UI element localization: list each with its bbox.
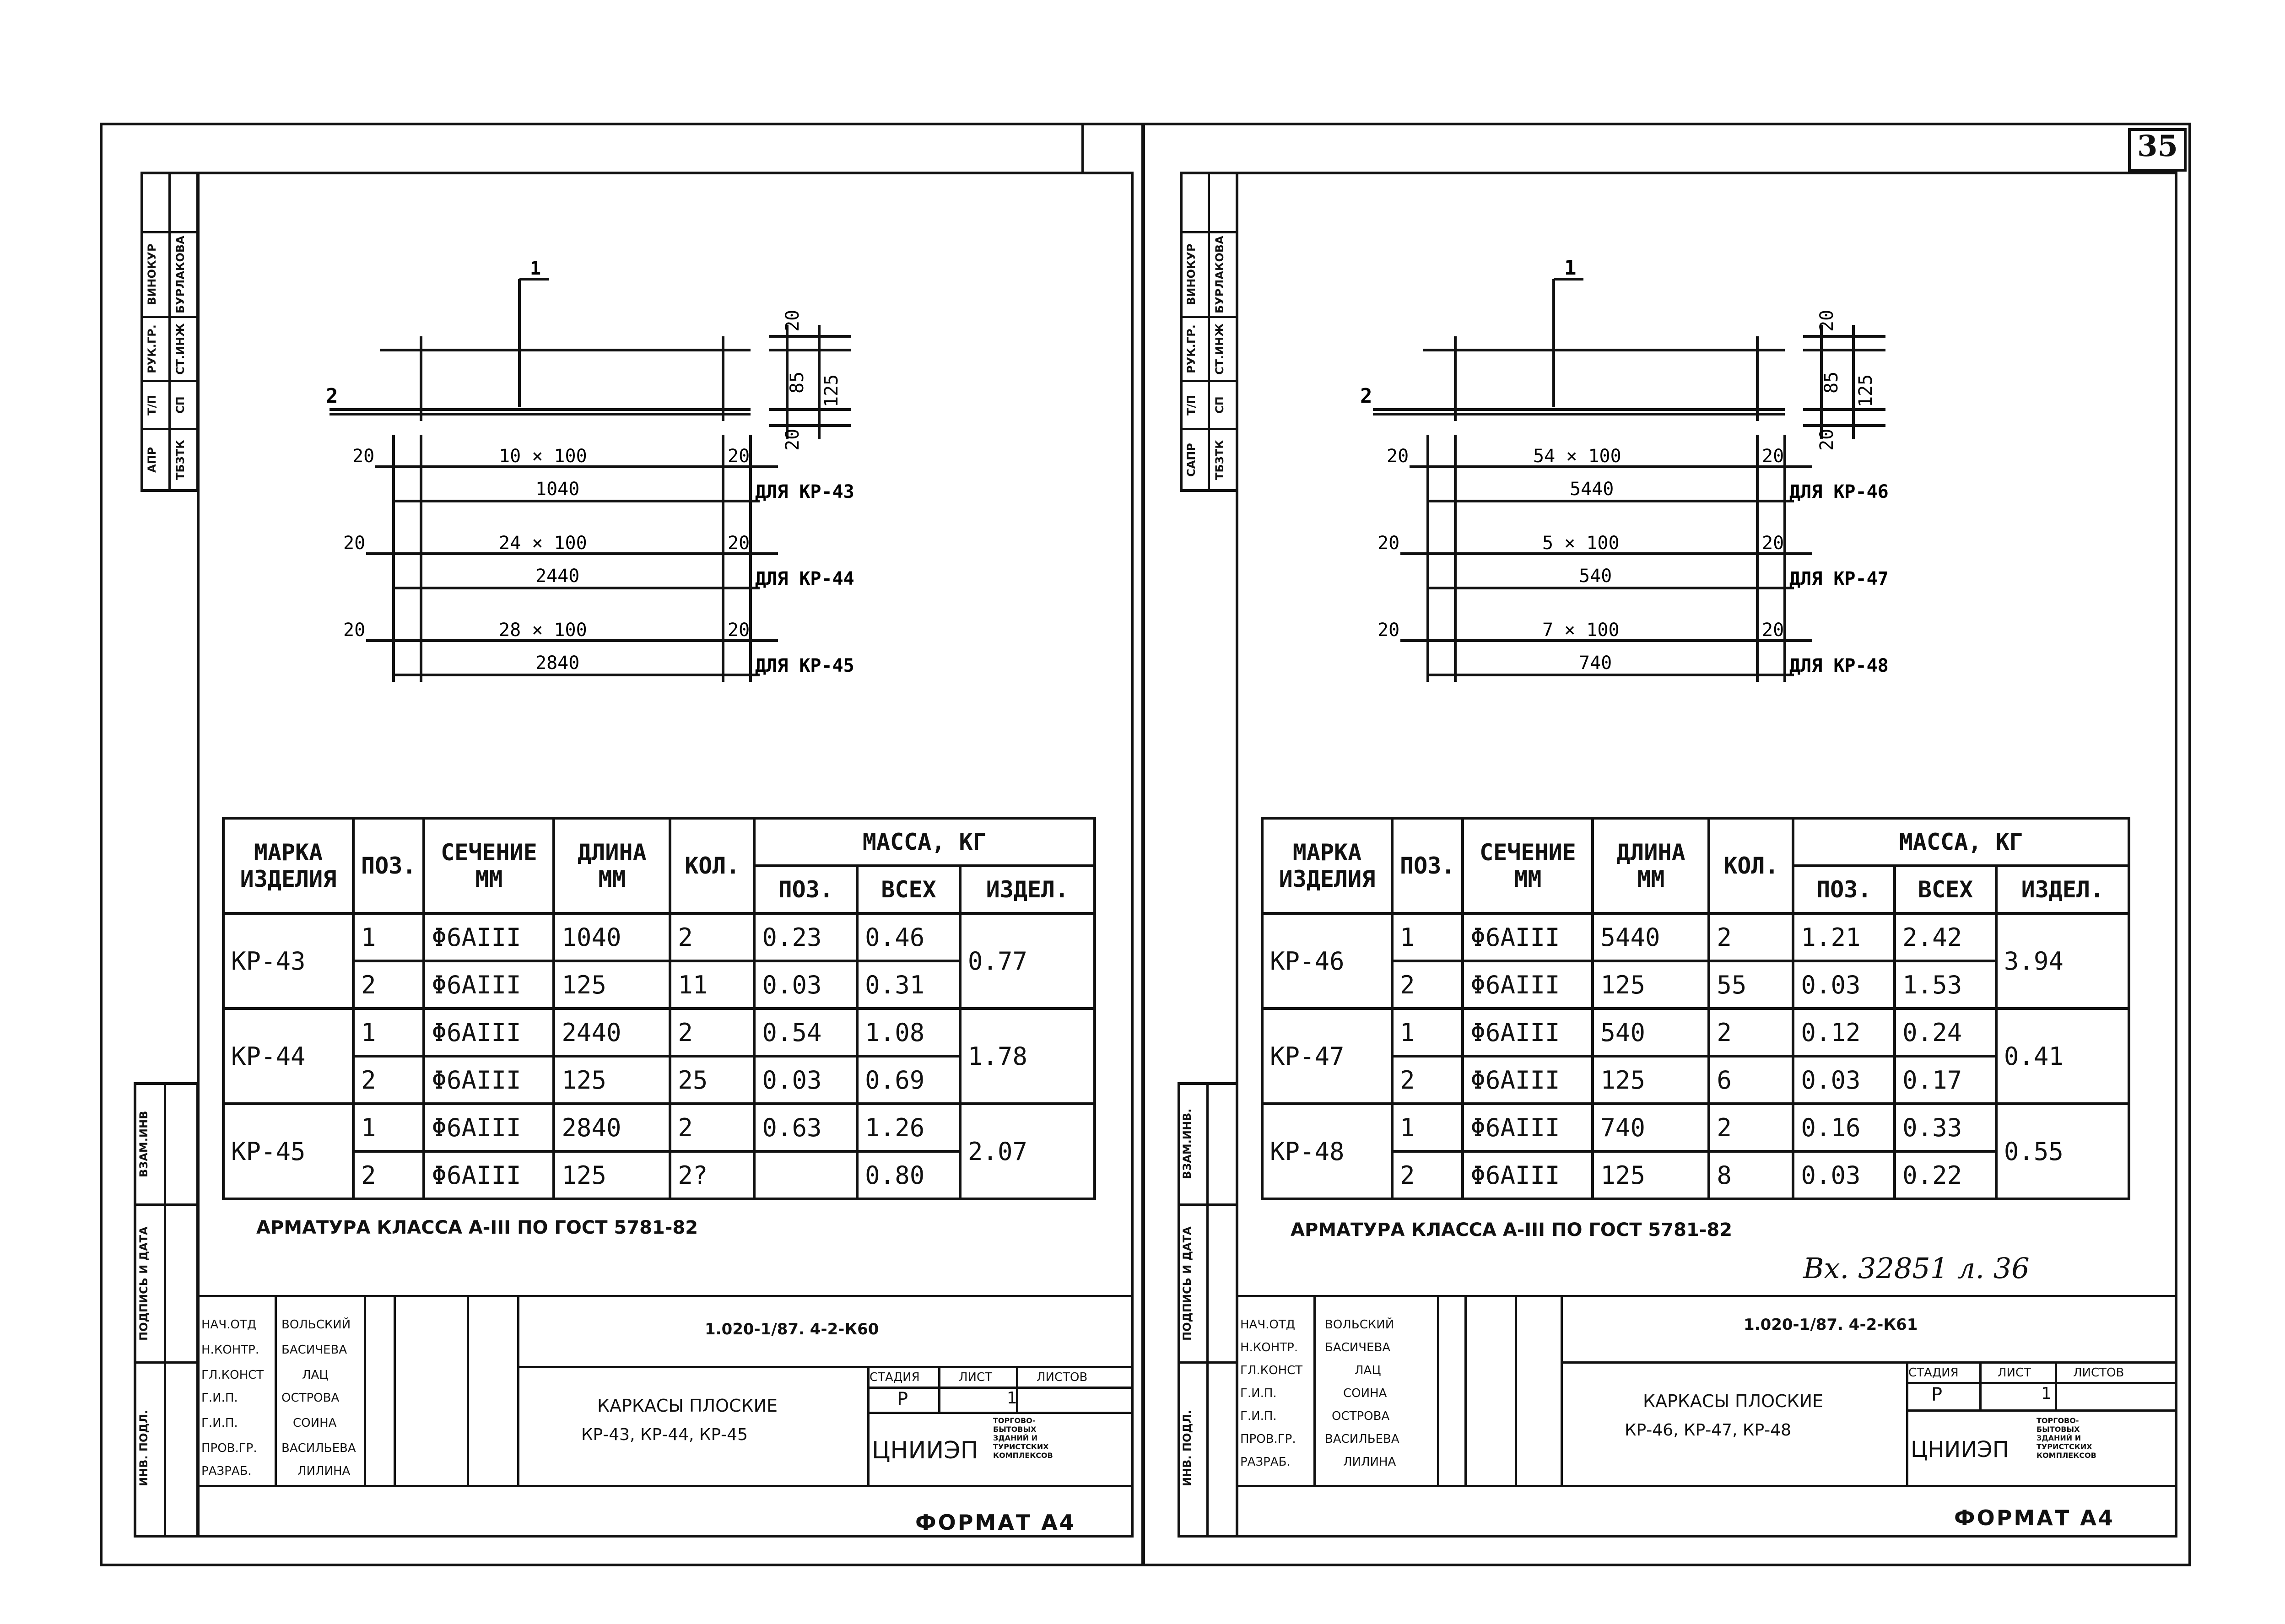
table-row <box>223 1104 1095 1151</box>
stamp-label: Т/П <box>1185 394 1198 415</box>
row1-for: ДЛЯ КР-46 <box>1789 481 1889 502</box>
tb-divider <box>275 1295 277 1487</box>
org-note: ТОРГОВО-БЫТОВЫХ ЗДАНИЙ И ТУРИСТСКИХ КОМПЛЕКСОВ <box>2037 1416 2096 1460</box>
cell-section: Φ6AIII <box>424 961 554 1009</box>
left-side-row <box>134 1203 199 1206</box>
col-mark-header: МАРКА ИЗДЕЛИЯ <box>223 818 353 913</box>
cell-mass-all: 0.69 <box>857 1056 960 1104</box>
sheets-label: ЛИСТОВ <box>2073 1366 2124 1380</box>
tb-row <box>1906 1409 2177 1412</box>
stamp-label: ТБЗТК <box>174 440 187 480</box>
doc-code: 1.020-1/87. 4-2-К60 <box>705 1320 879 1338</box>
left-stamp-divider <box>168 172 171 492</box>
table-row <box>223 1009 1095 1056</box>
cell-mass-all: 1.26 <box>857 1104 960 1151</box>
col-length-header: ДЛИНА ММ <box>1593 818 1709 913</box>
cell-length: 5440 <box>1593 913 1709 961</box>
cell-section: Φ6AIII <box>1463 1151 1593 1199</box>
cell-pos: 1 <box>1392 1009 1463 1056</box>
name-label: ЛИЛИНА <box>1343 1455 1396 1469</box>
cell-length: 1040 <box>554 913 670 961</box>
stamp-label: ВИНОКУР <box>146 243 158 306</box>
sheet-value: 1 <box>2041 1384 2052 1403</box>
cell-pos: 1 <box>353 1009 424 1056</box>
dim-20-top: 20 <box>1816 309 1837 332</box>
row3-edge-left: 20 <box>1377 620 1400 641</box>
pos-2-label: 2 <box>326 384 338 408</box>
item-mark: КР-45 <box>223 1104 353 1199</box>
tb-divider <box>1464 1295 1467 1487</box>
page-number: 35 <box>2137 129 2178 163</box>
cell-mass-item: 1.78 <box>960 1009 1095 1104</box>
stage-label: СТАДИЯ <box>1908 1366 1959 1380</box>
cell-qty: 8 <box>1709 1151 1793 1199</box>
cell-pos: 2 <box>1392 961 1463 1009</box>
pos-1-label: 1 <box>530 258 541 279</box>
role-label: РАЗРАБ. <box>201 1464 252 1478</box>
name-label: ВАСИЛЬЕВА <box>281 1441 356 1455</box>
stamp-label: ИНВ. ПОДЛ. <box>137 1410 150 1487</box>
left-stamp-row <box>140 380 199 382</box>
cell-mass-pos: 0.03 <box>1793 961 1895 1009</box>
cell-length: 740 <box>1593 1104 1709 1151</box>
table-row <box>223 913 1095 961</box>
stamp-label: БУРЛАКОВА <box>174 236 187 313</box>
cell-qty: 2 <box>1709 1104 1793 1151</box>
cell-length: 2440 <box>554 1009 670 1056</box>
pos-1-label: 1 <box>1564 256 1577 280</box>
cell-section: Φ6AIII <box>1463 961 1593 1009</box>
cell-mass-all: 0.80 <box>857 1151 960 1199</box>
cell-qty: 2 <box>670 1104 754 1151</box>
col-mass-pos-header: ПОЗ. <box>754 866 857 913</box>
cell-length: 125 <box>554 1056 670 1104</box>
org-name: ЦНИИЭП <box>872 1437 978 1464</box>
row1-edge-left: 20 <box>352 446 375 467</box>
role-label: ГЛ.КОНСТ <box>1240 1364 1303 1377</box>
cell-mass-all: 2.42 <box>1895 913 1996 961</box>
row3-spacing: 28 × 100 <box>499 620 587 641</box>
row3-spacing: 7 × 100 <box>1542 620 1620 641</box>
col-mass-all-header: ВСЕХ <box>857 866 960 913</box>
col-qty-header: КОЛ. <box>670 818 754 913</box>
col-pos-header: ПОЗ. <box>353 818 424 913</box>
row3-for: ДЛЯ КР-48 <box>1789 655 1889 676</box>
col-section-header: СЕЧЕНИЕ ММ <box>1463 818 1593 913</box>
cell-pos: 1 <box>1392 1104 1463 1151</box>
col-section-header: СЕЧЕНИЕ ММ <box>424 818 554 913</box>
dim-85: 85 <box>787 371 808 394</box>
cell-qty: 2? <box>670 1151 754 1199</box>
row1-edge-left: 20 <box>1387 446 1409 467</box>
row3-edge-left: 20 <box>343 620 366 641</box>
role-label: ПРОВ.ГР. <box>201 1441 257 1455</box>
tb-divider <box>2055 1361 2057 1409</box>
cell-section: Φ6AIII <box>424 1104 554 1151</box>
format-label: ФОРМАТ А4 <box>1954 1505 2115 1530</box>
cell-pos: 1 <box>353 913 424 961</box>
stamp-label: ВИНОКУР <box>1185 243 1198 306</box>
col-mass-header: МАССА, КГ <box>1793 818 2129 866</box>
stamp-label: СП <box>174 396 187 414</box>
left-stamp-row <box>140 316 199 318</box>
row2-for: ДЛЯ КР-44 <box>755 568 854 589</box>
dim-20-bottom: 20 <box>782 428 803 451</box>
tb-row <box>517 1366 1134 1368</box>
cell-mass-all: 1.08 <box>857 1009 960 1056</box>
cell-mass-pos: 0.12 <box>1793 1009 1895 1056</box>
cell-section: Φ6AIII <box>424 1151 554 1199</box>
dim-20-top: 20 <box>782 309 803 332</box>
row3-edge-right: 20 <box>728 620 750 641</box>
col-qty-header: КОЛ. <box>1709 818 1793 913</box>
right-side-row <box>1178 1203 1238 1206</box>
cell-section: Φ6AIII <box>424 1056 554 1104</box>
role-label: РАЗРАБ. <box>1240 1455 1291 1469</box>
cell-length: 125 <box>1593 1056 1709 1104</box>
col-mass-pos-header: ПОЗ. <box>1793 866 1895 913</box>
cell-mass-all: 0.17 <box>1895 1056 1996 1104</box>
col-mass-item-header: ИЗДЕЛ. <box>960 866 1095 913</box>
right-reinforcement-drawing <box>1345 256 1986 705</box>
cell-section: Φ6AIII <box>1463 1104 1593 1151</box>
cell-qty: 2 <box>670 913 754 961</box>
stamp-label: Т/П <box>146 394 158 415</box>
cell-pos: 2 <box>1392 1056 1463 1104</box>
stamp-label: АПР <box>146 447 158 473</box>
title-line-1: КАРКАСЫ ПЛОСКИЕ <box>1643 1391 1824 1411</box>
cell-mass-pos: 0.03 <box>754 961 857 1009</box>
cell-mass-pos <box>754 1151 857 1199</box>
row1-total: 5440 <box>1570 479 1614 500</box>
tb-divider <box>1906 1361 1908 1487</box>
left-side-divider <box>164 1082 166 1538</box>
dim-125: 125 <box>1855 374 1876 407</box>
format-label: ФОРМАТ А4 <box>915 1510 1076 1535</box>
stamp-label: ПОДПИСЬ И ДАТА <box>1181 1226 1194 1341</box>
sheets-label: ЛИСТОВ <box>1037 1370 1088 1384</box>
stamp-label: ИНВ. ПОДЛ. <box>1181 1410 1194 1487</box>
name-label: СОИНА <box>1343 1387 1387 1400</box>
row2-for: ДЛЯ КР-47 <box>1789 568 1889 589</box>
cell-mass-pos: 0.54 <box>754 1009 857 1056</box>
cell-mass-item: 3.94 <box>1996 913 2129 1009</box>
cell-section: Φ6AIII <box>1463 913 1593 961</box>
name-label: ВАСИЛЬЕВА <box>1325 1432 1399 1446</box>
right-stamp-divider <box>1208 172 1210 492</box>
col-mass-header: МАССА, КГ <box>754 818 1095 866</box>
stamp-label: САПР <box>1185 443 1198 477</box>
org-name: ЦНИИЭП <box>1911 1437 2009 1462</box>
right-side-divider <box>1206 1082 1209 1538</box>
name-label: ЛИЛИНА <box>297 1464 351 1478</box>
cell-mass-item: 0.55 <box>1996 1104 2129 1199</box>
col-mass-item-header: ИЗДЕЛ. <box>1996 866 2129 913</box>
cell-qty: 2 <box>670 1009 754 1056</box>
stamp-label: БУРЛАКОВА <box>1213 236 1226 313</box>
tb-divider <box>467 1295 469 1487</box>
cell-length: 540 <box>1593 1009 1709 1056</box>
cell-mass-all: 0.33 <box>1895 1104 1996 1151</box>
tb-divider <box>1313 1295 1316 1487</box>
row1-edge-right: 20 <box>728 446 750 467</box>
right-spec-table <box>1261 817 2130 1200</box>
stage-value: Р <box>1931 1384 1943 1405</box>
role-label: Н.КОНТР. <box>1240 1341 1298 1354</box>
stamp-label: СТ.ИНЖ <box>174 323 187 375</box>
stamp-label: ВЗАМ.ИНВ <box>137 1111 150 1177</box>
cell-length: 125 <box>1593 961 1709 1009</box>
cell-mass-all: 1.53 <box>1895 961 1996 1009</box>
table-row <box>1262 1104 2129 1151</box>
rebar-class-note: АРМАТУРА КЛАССА А-III ПО ГОСТ 5781-82 <box>1291 1219 1733 1241</box>
row1-for: ДЛЯ КР-43 <box>755 481 854 502</box>
role-label: ГЛ.КОНСТ <box>201 1368 264 1382</box>
cell-mass-item: 0.77 <box>960 913 1095 1009</box>
item-mark: КР-48 <box>1262 1104 1392 1199</box>
name-label: БАСИЧЕВА <box>1325 1341 1391 1354</box>
role-label: НАЧ.ОТД <box>1240 1318 1296 1332</box>
cell-pos: 2 <box>353 1151 424 1199</box>
role-label: НАЧ.ОТД <box>201 1318 257 1332</box>
name-label: БАСИЧЕВА <box>281 1343 347 1357</box>
cell-pos: 1 <box>1392 913 1463 961</box>
col-mark-header: МАРКА ИЗДЕЛИЯ <box>1262 818 1392 913</box>
item-mark: КР-47 <box>1262 1009 1392 1104</box>
cell-mass-item: 2.07 <box>960 1104 1095 1199</box>
right-stamp-row <box>1180 380 1238 382</box>
stamp-label: РУК.ГР. <box>146 324 158 373</box>
stamp-label: ПОДПИСЬ И ДАТА <box>137 1226 150 1341</box>
cell-length: 125 <box>554 1151 670 1199</box>
role-label: Г.И.П. <box>201 1391 238 1405</box>
tb-divider <box>394 1295 396 1487</box>
cell-mass-pos: 0.16 <box>1793 1104 1895 1151</box>
item-mark: КР-44 <box>223 1009 353 1104</box>
stamp-label: ВЗАМ.ИНВ. <box>1181 1108 1194 1180</box>
cell-length: 125 <box>1593 1151 1709 1199</box>
dim-20-bottom: 20 <box>1816 428 1837 451</box>
cell-mass-pos: 1.21 <box>1793 913 1895 961</box>
row2-edge-right: 20 <box>728 533 750 554</box>
cell-mass-pos: 0.03 <box>1793 1056 1895 1104</box>
row3-for: ДЛЯ КР-45 <box>755 655 854 676</box>
right-side-row <box>1178 1361 1238 1364</box>
tb-divider <box>1979 1361 1982 1409</box>
tb-divider <box>364 1295 366 1487</box>
cell-length: 2840 <box>554 1104 670 1151</box>
row2-spacing: 24 × 100 <box>499 533 587 554</box>
cell-pos: 2 <box>353 961 424 1009</box>
stamp-label: ТБЗТК <box>1213 440 1226 480</box>
sheet-label: ЛИСТ <box>959 1370 993 1384</box>
name-label: СОИНА <box>293 1416 337 1430</box>
left-side-row <box>134 1361 199 1364</box>
role-label: Г.И.П. <box>201 1416 238 1430</box>
right-stamp-row <box>1180 231 1238 233</box>
stamp-label: СТ.ИНЖ <box>1213 323 1226 375</box>
row2-total: 540 <box>1579 566 1612 587</box>
name-label: ВОЛЬСКИЙ <box>1325 1318 1394 1332</box>
stamp-label: СП <box>1213 396 1226 414</box>
name-label: ВОЛЬСКИЙ <box>281 1318 351 1332</box>
row2-spacing: 5 × 100 <box>1542 533 1620 554</box>
item-mark: КР-46 <box>1262 913 1392 1009</box>
row1-total: 1040 <box>535 479 580 500</box>
left-stamp-row <box>140 231 199 233</box>
dim-125: 125 <box>821 374 842 407</box>
cell-qty: 25 <box>670 1056 754 1104</box>
cell-qty: 11 <box>670 961 754 1009</box>
row2-edge-right: 20 <box>1762 533 1784 554</box>
tb-divider <box>517 1295 519 1487</box>
role-label: Г.И.П. <box>1240 1409 1277 1423</box>
cell-qty: 2 <box>1709 1009 1793 1056</box>
row3-total: 2840 <box>535 653 580 674</box>
title-line-2: КР-46, КР-47, КР-48 <box>1625 1421 1791 1440</box>
cell-mass-pos: 0.23 <box>754 913 857 961</box>
cell-qty: 55 <box>1709 961 1793 1009</box>
rebar-class-note: АРМАТУРА КЛАССА А-III ПО ГОСТ 5781-82 <box>256 1217 698 1238</box>
cell-length: 125 <box>554 961 670 1009</box>
cell-mass-all: 0.22 <box>1895 1151 1996 1199</box>
row3-total: 740 <box>1579 653 1612 674</box>
cell-qty: 6 <box>1709 1056 1793 1104</box>
role-label: Г.И.П. <box>1240 1387 1277 1400</box>
cell-mass-pos: 0.63 <box>754 1104 857 1151</box>
right-stamp-row <box>1180 428 1238 430</box>
row2-edge-left: 20 <box>343 533 366 554</box>
row2-total: 2440 <box>535 566 580 587</box>
cell-pos: 2 <box>353 1056 424 1104</box>
row1-edge-right: 20 <box>1762 446 1784 467</box>
cell-section: Φ6AIII <box>1463 1056 1593 1104</box>
row1-spacing: 54 × 100 <box>1533 446 1621 467</box>
doc-code: 1.020-1/87. 4-2-К61 <box>1744 1316 1918 1334</box>
incoming-ref-handwritten: Вх. 32851 л. 36 <box>1803 1252 2030 1285</box>
row1-spacing: 10 × 100 <box>499 446 587 467</box>
left-reinforcement-drawing <box>302 256 943 705</box>
pos-2-label: 2 <box>1360 384 1372 408</box>
name-label: ЛАЦ <box>1355 1364 1381 1377</box>
cell-section: Φ6AIII <box>424 913 554 961</box>
tb-divider <box>1561 1295 1563 1487</box>
stage-value: Р <box>897 1389 908 1410</box>
table-row <box>1262 913 2129 961</box>
dim-85: 85 <box>1821 371 1842 394</box>
cell-mass-all: 0.24 <box>1895 1009 1996 1056</box>
stage-label: СТАДИЯ <box>870 1370 920 1384</box>
cell-mass-pos: 0.03 <box>754 1056 857 1104</box>
title-line-1: КАРКАСЫ ПЛОСКИЕ <box>597 1396 778 1416</box>
tb-divider <box>938 1366 940 1412</box>
role-label: Н.КОНТР. <box>201 1343 259 1357</box>
left-spec-table <box>222 817 1096 1200</box>
cell-section: Φ6AIII <box>424 1009 554 1056</box>
tb-row <box>1561 1361 2177 1364</box>
cell-mass-pos: 0.03 <box>1793 1151 1895 1199</box>
name-label: ЛАЦ <box>302 1368 329 1382</box>
cell-section: Φ6AIII <box>1463 1009 1593 1056</box>
tb-divider <box>1437 1295 1439 1487</box>
org-note: ТОРГОВО-БЫТОВЫХ ЗДАНИЙ И ТУРИСТСКИХ КОМПЛЕКСОВ <box>993 1416 1053 1460</box>
left-top-divider <box>1081 123 1084 172</box>
tb-divider <box>1515 1295 1517 1487</box>
col-mass-all-header: ВСЕХ <box>1895 866 1996 913</box>
sheet-value: 1 <box>1007 1389 1017 1408</box>
right-stamp-row <box>1180 316 1238 318</box>
cell-pos: 1 <box>353 1104 424 1151</box>
cell-mass-all: 0.46 <box>857 913 960 961</box>
sheet-label: ЛИСТ <box>1998 1366 2031 1380</box>
name-label: ОСТРОВА <box>281 1391 340 1405</box>
row3-edge-right: 20 <box>1762 620 1784 641</box>
row2-edge-left: 20 <box>1377 533 1400 554</box>
col-length-header: ДЛИНА ММ <box>554 818 670 913</box>
cell-pos: 2 <box>1392 1151 1463 1199</box>
cell-qty: 2 <box>1709 913 1793 961</box>
col-pos-header: ПОЗ. <box>1392 818 1463 913</box>
left-stamp-row <box>140 428 199 430</box>
cell-mass-all: 0.31 <box>857 961 960 1009</box>
table-row <box>1262 1009 2129 1056</box>
cell-mass-item: 0.41 <box>1996 1009 2129 1104</box>
name-label: ОСТРОВА <box>1332 1409 1390 1423</box>
title-line-2: КР-43, КР-44, КР-45 <box>581 1425 748 1444</box>
stamp-label: РУК.ГР. <box>1185 324 1198 373</box>
role-label: ПРОВ.ГР. <box>1240 1432 1296 1446</box>
tb-row <box>867 1412 1134 1414</box>
item-mark: КР-43 <box>223 913 353 1009</box>
